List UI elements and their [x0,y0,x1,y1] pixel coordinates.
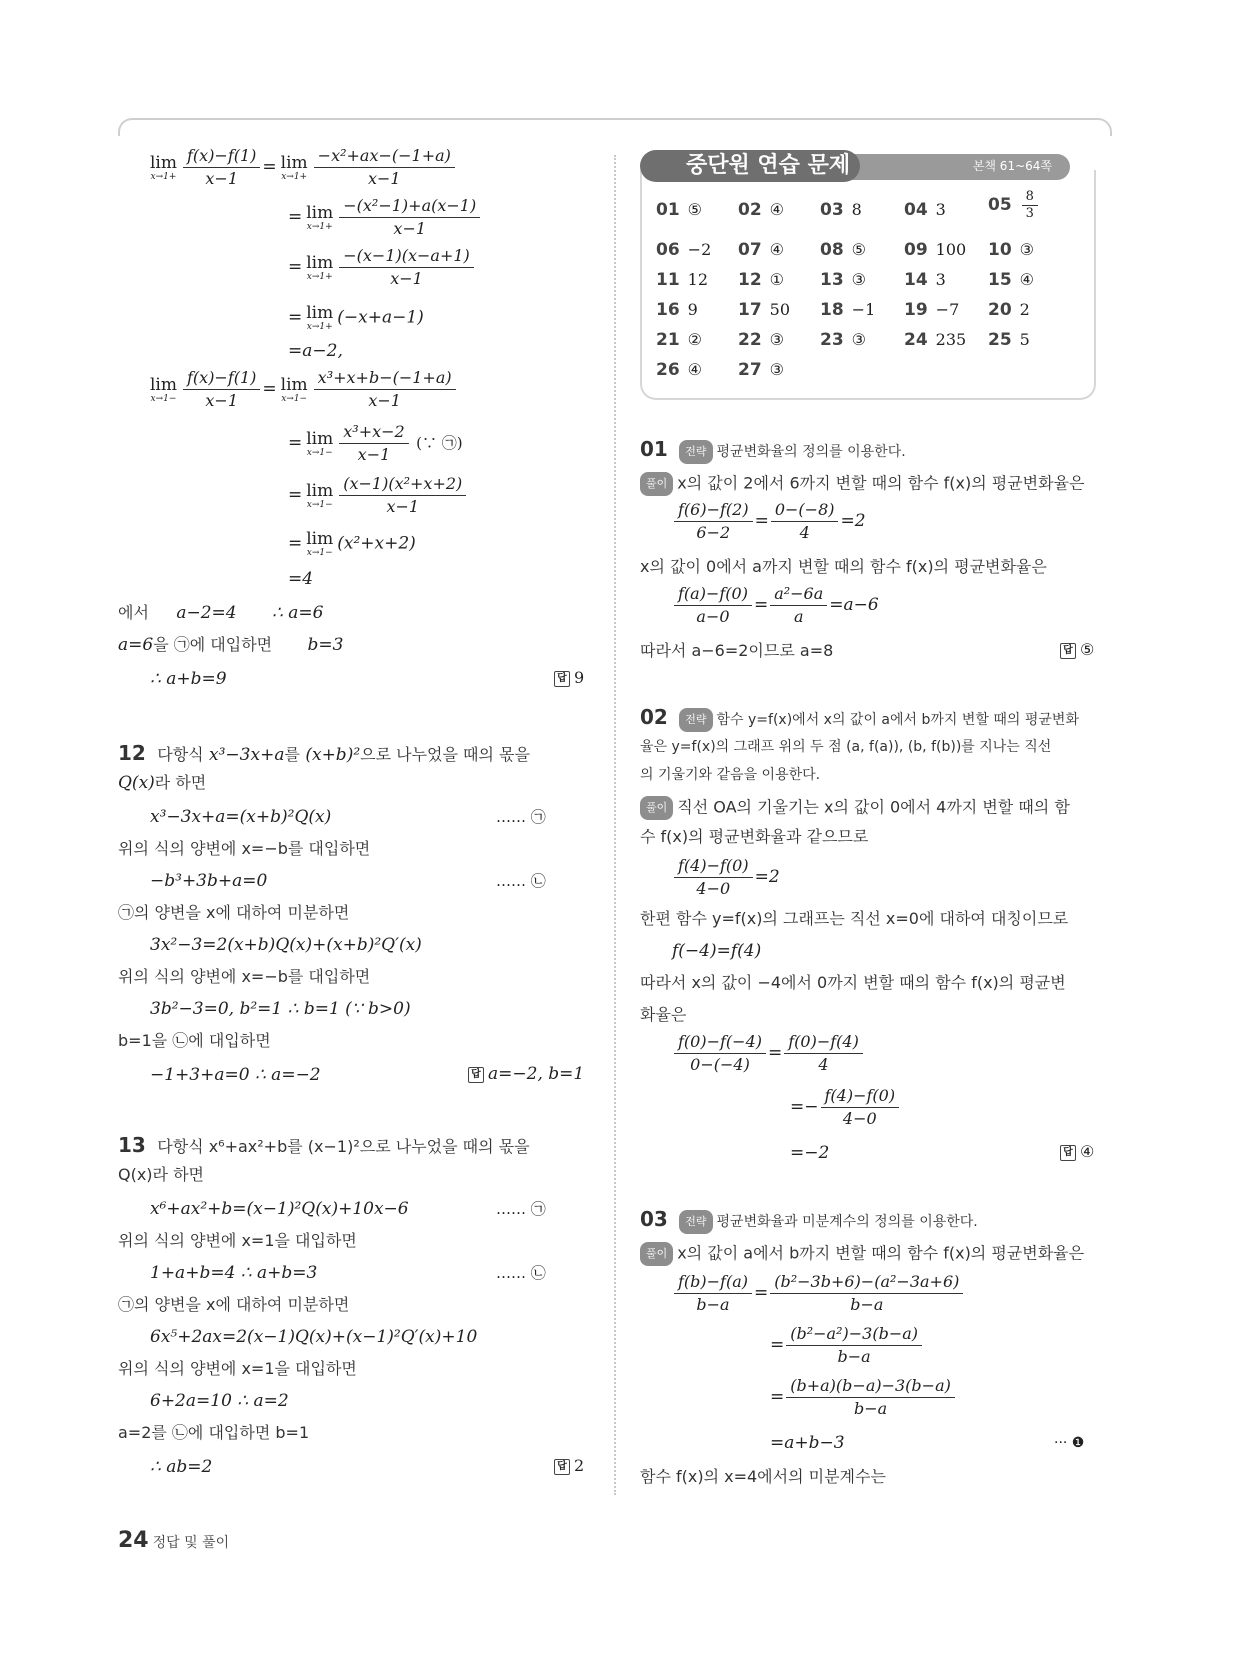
answer-item [904,200,946,220]
p12-mark1: …… ㉠ [496,808,546,826]
problem-12-statement: 12 다항식 x³−3x+a를 (x+b)²으로 나누었을 때의 몫을 [118,741,530,765]
answer-number: 26 [656,360,680,380]
answer-number: 07 [738,240,762,260]
answer-number: 23 [820,330,844,350]
answer-item [738,300,790,320]
limit-line-7: = lim x→1− $\frac{\text{x³+x−2}}{x-1}$ (∵ ㉠) [288,422,463,464]
answer-value: ③ [769,360,785,379]
p13-eq1: x⁶+ax²+b=(x−1)²Q(x)+10x−6 [150,1199,409,1219]
solution-02-line5: 화율은 [640,1005,687,1024]
answer-item [738,200,784,220]
answer-02: 답 ④ [1060,1142,1094,1161]
answer-value: 5 [1019,330,1030,349]
answer-value: 3 [935,270,946,289]
problem-13-statement-2: Q(x)라 하면 [118,1165,205,1184]
answer-item [904,270,946,290]
answer-number: 11 [656,270,680,290]
answer-value: 2 [1019,300,1030,319]
answer-number: 16 [656,300,680,320]
answer-number: 09 [904,240,928,260]
conclusion-line-2: a=6을 ㉠에 대입하면 b=3 [118,635,344,655]
answer-item [738,330,784,350]
p12-text3: 위의 식의 양변에 x=−b를 대입하면 [118,967,371,986]
answer-icon: 답 [468,1067,484,1083]
answer-value: −2 [687,240,712,259]
answer-number: 04 [904,200,928,220]
solution-02-line4: 따라서 x의 값이 −4에서 0까지 변할 때의 함수 f(x)의 평균변 [640,973,1066,992]
p12-eq5: −1+3+a=0 ∴ a=−2 [150,1065,321,1085]
answer-value: ④ [1019,270,1035,289]
solution-02-header: 02 전략 함수 y=f(x)에서 x의 값이 a에서 b까지 변할 때의 평균변화 [640,706,1079,732]
limit-line-8: = lim x→1− $\frac{\text{(x−1)(x²+x+2)}}{x-1}$ [288,474,468,517]
answer-number: 17 [738,300,762,320]
limit-line-1: lim x→1+ $\frac{f(x)-f(1)}{x-1}$ = lim x→1+ $\frac{\text{−x²+ax−(−1+a)}}{x-1}$ [150,146,457,189]
problem-13-statement: 13 다항식 x⁶+ax²+b를 (x−1)²으로 나누었을 때의 몫을 [118,1133,530,1157]
p13-eq2: 1+a+b=4 ∴ a+b=3 [150,1263,318,1283]
answer-value: ⑤ [687,200,703,219]
solution-03-mark: ··· ❶ [1054,1435,1085,1451]
answer-value: 12 [687,270,709,289]
answer-number: 27 [738,360,762,380]
answer-item [656,360,702,380]
section-ref: 본책 61~64쪽 [972,159,1052,173]
p13-mark2: …… ㉡ [496,1264,546,1282]
answer-item [820,330,866,350]
answer-item [904,240,966,260]
answer-number: 20 [988,300,1012,320]
solution-01-line3: 따라서 a−6=2이므로 a=8 [640,641,834,660]
answer-number: 03 [820,200,844,220]
answer-item [988,270,1034,290]
section-title: 중단원 연습 문제 [686,153,851,178]
answer-number: 05 [988,195,1012,215]
answer-item [988,330,1030,350]
answer-value: ④ [687,360,703,379]
answer-item [820,270,866,290]
answer-value: 9 [687,300,698,319]
solution-03-line2: 함수 f(x)의 x=4에서의 미분계수는 [640,1467,886,1486]
answer-number: 19 [904,300,928,320]
limit-line-2: = lim x→1+ $\frac{\text{−(x²−1)+a(x−1)}}{x-1}$ [288,196,482,239]
conclusion-line-1: 에서 a−2=4 ∴ a=6 [118,603,324,623]
answer-number: 18 [820,300,844,320]
answer-icon: 답 [554,671,570,687]
answer-item [820,240,866,260]
answer-value: −7 [935,300,960,319]
answer-number: 13 [820,270,844,290]
p12-mark2: …… ㉡ [496,872,546,890]
conclusion-line-3: ∴ a+b=9 [150,669,227,689]
solution-02-strategy3: 의 기울기와 같음을 이용한다. [640,767,821,783]
answer-icon: 답 [1060,1145,1076,1161]
answer-number: 06 [656,240,680,260]
p13-text3: 위의 식의 양변에 x=1을 대입하면 [118,1359,357,1378]
section-header [640,150,1072,184]
answer-item [988,300,1030,320]
limit-line-9: = lim x→1− (x²+x+2) [288,529,416,558]
problem-12-statement-2: Q(x)라 하면 [118,773,207,793]
solution-02-line1: 풀이 직선 OA의 기울기는 x의 값이 0에서 4까지 변할 때의 함 [640,796,1070,820]
answer-value: 100 [935,240,967,259]
page-number: 24 [118,1528,149,1553]
answer-value: 50 [769,300,791,319]
solution-03-eq1: $\frac{f(b)-f(a)}{b-a}$ = $\frac{\text{(b²−3b+6)−(a²−3a+6)}}{b-a}$ [672,1272,965,1315]
answer-value: 235 [935,330,967,349]
limit-line-4: = lim x→1+ (−x+a−1) [288,303,424,332]
answer-12: 답 a=−2, b=1 [468,1064,584,1084]
answer-value: ⑤ [851,240,867,259]
page-top-border [118,118,1112,136]
answer-01: 답 ⑤ [1060,640,1094,659]
answer-number: 22 [738,330,762,350]
answer-item [904,330,966,350]
answer-item [988,190,1040,221]
answer-value: −1 [851,300,876,319]
answer-item [656,330,702,350]
p12-text4: b=1을 ㉡에 대입하면 [118,1031,271,1050]
solution-02-line3: 한편 함수 y=f(x)의 그래프는 직선 x=0에 대하여 대칭이므로 [640,909,1069,928]
answer-icon: 답 [554,1459,570,1475]
answer-number: 25 [988,330,1012,350]
p13-text2: ㉠의 양변을 x에 대하여 미분하면 [118,1295,350,1314]
solution-02-eq4: =− $\frac{f(4)-f(0)}{4-0}$ [790,1086,901,1129]
p12-text1: 위의 식의 양변에 x=−b를 대입하면 [118,839,371,858]
limit-line-6: lim x→1− $\frac{f(x)-f(1)}{x-1}$ = lim x→1− $\frac{\text{x³+x+b−(−1+a)}}{x-1}$ [150,368,458,411]
answer-number: 08 [820,240,844,260]
answer-item [656,240,711,260]
answer-number: 10 [988,240,1012,260]
answer-value: ③ [851,330,867,349]
answer-value: ① [769,270,785,289]
p13-text1: 위의 식의 양변에 x=1을 대입하면 [118,1231,357,1250]
answer-item [988,240,1034,260]
p13-text4: a=2를 ㉡에 대입하면 b=1 [118,1423,310,1442]
solution-02-eq5: =−2 [790,1143,830,1163]
answer-13: 답 2 [554,1456,584,1475]
p12-eq3: 3x²−3=2(x+b)Q(x)+(x+b)²Q′(x) [150,935,422,955]
answer-number: 14 [904,270,928,290]
answer-number: 21 [656,330,680,350]
p12-text2: ㉠의 양변을 x에 대하여 미분하면 [118,903,350,922]
answer-value: ③ [1019,240,1035,259]
p13-eq4: 6+2a=10 ∴ a=2 [150,1391,289,1411]
solution-03-eq2: = $\frac{\text{(b²−a²)−3(b−a)}}{b-a}$ [770,1324,924,1367]
solution-03-line1: 풀이 x의 값이 a에서 b까지 변할 때의 함수 f(x)의 평균변화율은 [640,1242,1084,1266]
answer-item [738,360,784,380]
p13-eq5: ∴ ab=2 [150,1457,213,1477]
p12-eq2: −b³+3b+a=0 [150,871,268,891]
answer-item [738,240,784,260]
solution-01-eq1: $\frac{f(6)-f(2)}{6-2}$ = $\frac{0-(-8)}{4}$ =2 [672,500,866,543]
page-footer [118,1528,229,1553]
solution-02-eq3: $\frac{f(0)-f(-4)}{0-(-4)}$ = $\frac{f(0)-f(4)}{4}$ [672,1032,865,1075]
solution-01-eq2: $\frac{f(a)-f(0)}{a-0}$ = $\frac{\text{a²−6a}}{a}$ =a−6 [672,584,879,627]
solution-01-header: 01 전략 평균변화율의 정의를 이용한다. [640,438,906,464]
answer-item [656,270,708,290]
solution-01-line2: x의 값이 0에서 a까지 변할 때의 함수 f(x)의 평균변화율은 [640,557,1047,576]
solution-02-strategy2: 율은 y=f(x)의 그래프 위의 두 점 (a, f(a)), (b, f(b))를 지나는 직선 [640,739,1052,755]
column-divider [614,155,616,1495]
answer-item [656,200,702,220]
answer-value: ② [687,330,703,349]
answer-value: ③ [769,330,785,349]
solution-03-eq4: =a+b−3 [770,1433,845,1453]
answer-11: 답 9 [554,668,584,687]
answer-number: 01 [656,200,680,220]
p12-eq4: 3b²−3=0, b²=1 ∴ b=1 (∵ b>0) [150,999,411,1019]
solution-02-line2: 수 f(x)의 평균변화율과 같으므로 [640,827,869,846]
solution-02-eq2: f(−4)=f(4) [672,941,762,961]
answer-number: 15 [988,270,1012,290]
answer-value: 3 [935,200,946,219]
footer-text: 정답 및 풀이 [152,1535,230,1551]
p12-eq1: x³−3x+a=(x+b)²Q(x) [150,807,332,827]
answer-item [904,300,959,320]
answer-value: ④ [769,200,785,219]
answer-value: ④ [769,240,785,259]
answer-value: ③ [851,270,867,289]
limit-line-10: =4 [288,569,314,589]
answer-item [738,270,784,290]
solution-01-line1: 풀이 x의 값이 2에서 6까지 변할 때의 함수 f(x)의 평균변화율은 [640,472,1085,496]
answer-icon: 답 [1060,643,1076,659]
solution-02-eq1: $\frac{f(4)-f(0)}{4-0}$ =2 [672,856,780,899]
solution-03-header: 03 전략 평균변화율과 미분계수의 정의를 이용한다. [640,1208,978,1234]
p13-mark1: …… ㉠ [496,1200,546,1218]
answer-number: 24 [904,330,928,350]
answer-fraction: $\frac{8}{3}$ [1022,190,1038,221]
answer-number: 12 [738,270,762,290]
solution-03-eq3: = $\frac{(b+a)(b-a)-3(b-a)}{b-a}$ [770,1376,957,1419]
answer-number: 02 [738,200,762,220]
answer-item [656,300,698,320]
answer-item [820,300,875,320]
limit-line-5: =a−2, [288,341,343,361]
answer-item [820,200,862,220]
limit-line-3: = lim x→1+ $\frac{-(x-1)(x-a+1)}{x-1}$ [288,246,476,289]
p13-eq3: 6x⁵+2ax=2(x−1)Q(x)+(x−1)²Q′(x)+10 [150,1327,478,1347]
answer-value: 8 [851,200,862,219]
